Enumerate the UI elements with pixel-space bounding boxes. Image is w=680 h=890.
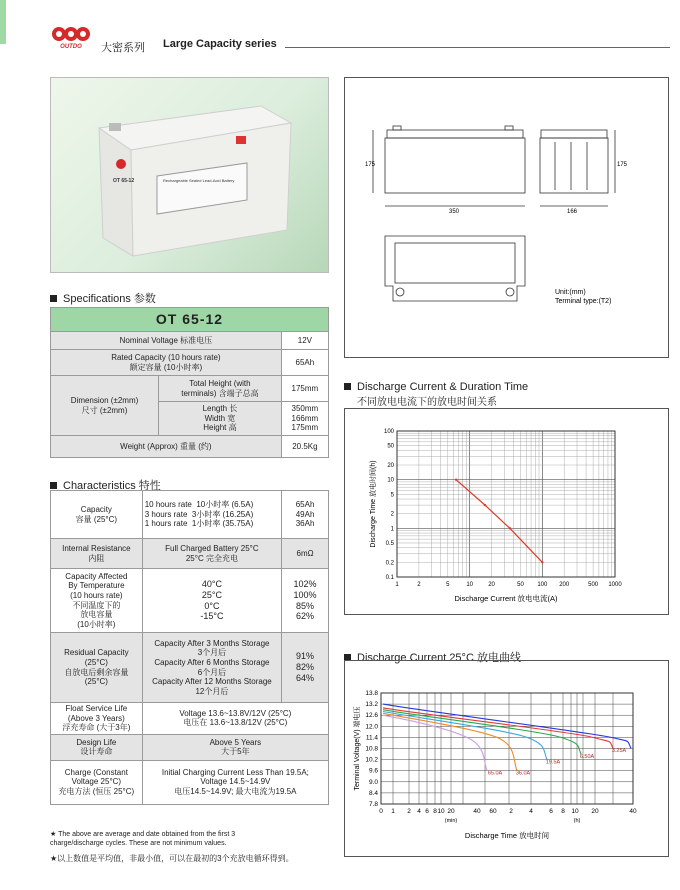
y-tick-label: 11.4 bbox=[365, 734, 378, 742]
y-tick-label: 0.1 bbox=[385, 575, 394, 581]
dimension-label: Dimension (±2mm) 尺寸 (±2mm) bbox=[51, 376, 159, 436]
characteristics-heading: Characteristics 特性 bbox=[50, 477, 161, 493]
x-tick-label: 1000 bbox=[608, 582, 622, 588]
y-tick-label: 5 bbox=[390, 492, 394, 499]
x-tick-h: 8 bbox=[561, 808, 565, 815]
internal-resistance-condition: Full Charged Battery 25°C 25°C 完全充电 bbox=[142, 539, 281, 569]
x-tick-h: 40 bbox=[629, 808, 637, 815]
lwh-values: 350mm 166mm 175mm bbox=[281, 402, 328, 436]
residual-conditions: Capacity After 3 Months Storage 3个月后 Capacity After 6 Months Storage 6个月后 Capacity After 12 Months Storage 12个月后 bbox=[142, 633, 281, 703]
x-axis-label: Discharge Current 放电电流(A) bbox=[454, 594, 558, 603]
nominal-voltage-value: 12V bbox=[281, 332, 328, 350]
characteristics-table bbox=[50, 490, 329, 805]
x-tick-min: 40 bbox=[473, 808, 481, 815]
outdo-logo bbox=[50, 25, 92, 49]
y-tick-label: 10.2 bbox=[365, 756, 378, 764]
y-tick-label: 9.6 bbox=[368, 767, 378, 775]
float-life-value: Voltage 13.6~13.8V/12V (25°C) 电压在 13.6~13.8/12V (25°C) bbox=[142, 703, 328, 735]
footnote-en: ★ The above are average and date obtained from the first 3 charge/discharge cycles. These are not minimum values. bbox=[50, 831, 236, 848]
side-accent-bar bbox=[0, 0, 6, 44]
specifications-table bbox=[50, 307, 329, 458]
x-tick-label: 50 bbox=[517, 582, 524, 588]
series-title-en: Large Capacity series bbox=[163, 38, 277, 50]
x-tick-label: 20 bbox=[488, 582, 495, 588]
y-axis-label: Discharge Time 放电时间(h) bbox=[370, 460, 377, 548]
model-name: OT 65-12 bbox=[51, 308, 329, 332]
x-tick-label: 2 bbox=[417, 582, 421, 588]
svg-text:175: 175 bbox=[617, 162, 628, 168]
chart1-heading: Discharge Current & Duration Time bbox=[344, 381, 528, 393]
weight-label: Weight (Approx) 重量 (约) bbox=[51, 436, 282, 458]
plot-frame bbox=[397, 431, 615, 577]
battery-photo bbox=[50, 77, 329, 273]
x-tick-h: 6 bbox=[549, 808, 553, 815]
x-tick-h: 2 bbox=[509, 808, 513, 815]
x-tick-label: 10 bbox=[466, 582, 474, 588]
internal-resistance-value: 6mΩ bbox=[282, 539, 329, 569]
dimension-drawing bbox=[344, 77, 669, 358]
discharge-curve-chart bbox=[344, 660, 669, 857]
discharge-time-line bbox=[456, 480, 542, 563]
curve-label: 36.0A bbox=[515, 770, 531, 777]
y-tick-label: 2 bbox=[390, 511, 394, 518]
nominal-voltage-label: Nominal Voltage 标准电压 bbox=[51, 332, 282, 350]
x-tick-label: 200 bbox=[559, 582, 570, 588]
x-tick-h: 10 bbox=[571, 808, 579, 815]
discharge-duration-chart bbox=[344, 408, 669, 615]
x-tick-min: 4 bbox=[417, 808, 421, 815]
svg-text:Unit:(mm): Unit:(mm) bbox=[555, 289, 586, 296]
svg-text:Rechargeable Sealed Lead-Acid: Rechargeable Sealed Lead-Acid Battery bbox=[163, 178, 235, 183]
chart1-heading-cn: 不同放电电流下的放电时间关系 bbox=[357, 397, 497, 408]
y-tick-label: 12.6 bbox=[365, 712, 378, 720]
x-tick-min: 0 bbox=[379, 808, 383, 815]
x-tick-min: 8 bbox=[433, 808, 437, 815]
svg-text:166: 166 bbox=[567, 209, 578, 215]
y-tick-label: 7.8 bbox=[368, 801, 378, 808]
y-tick-label: 12.0 bbox=[365, 723, 378, 731]
discharge-curve bbox=[383, 708, 613, 749]
x-segment-min: (min) bbox=[444, 818, 458, 824]
lwh-labels: Length 长 Width 宽 Height 高 bbox=[159, 402, 282, 436]
svg-text:175: 175 bbox=[365, 162, 376, 168]
x-tick-min: 60 bbox=[489, 808, 497, 815]
rated-capacity-label: Rated Capacity (10 hours rate) 额定容量 (10小时率) bbox=[51, 350, 282, 376]
total-height-value: 175mm bbox=[281, 376, 328, 402]
series-title-cn: 大密系列 bbox=[101, 41, 145, 54]
svg-text:350: 350 bbox=[449, 209, 460, 215]
y-tick-label: 100 bbox=[383, 429, 394, 435]
y-axis-label: Terminal Voltage(V) 端电压 bbox=[354, 706, 361, 791]
x-tick-min: 10 bbox=[437, 808, 445, 815]
residual-values: 91% 82% 64% bbox=[282, 633, 329, 703]
x-tick-label: 5 bbox=[446, 582, 450, 588]
y-tick-label: 8.4 bbox=[368, 789, 378, 797]
y-tick-label: 1 bbox=[390, 526, 394, 533]
curve-label: 6.50A bbox=[579, 753, 595, 760]
chart2-heading: Discharge Current 25°C 放电曲线 bbox=[344, 649, 521, 665]
y-tick-label: 9.0 bbox=[368, 778, 378, 786]
footnote-cn: ★以上数值是平均值，非最小值，可以在最初的3个充放电循环得到。 bbox=[50, 854, 294, 863]
data-point bbox=[509, 527, 511, 529]
internal-resistance-label: Internal Resistance 内阻 bbox=[51, 539, 143, 569]
x-tick-h: 20 bbox=[591, 808, 599, 815]
float-life-label: Float Service Life (Above 3 Years) 浮充寿命 (大于3年) bbox=[51, 703, 143, 735]
charge-value: Initial Charging Current Less Than 19.5A; Voltage 14.5~14.9V 电压14.5~14.9V; 最大电流为19.5A bbox=[142, 760, 328, 804]
y-tick-label: 10 bbox=[387, 477, 394, 484]
rated-capacity-value: 65Ah bbox=[281, 350, 328, 376]
x-segment-h: (h) bbox=[573, 818, 581, 824]
temperature-capacity-label: Capacity Affected By Temperature (10 hours rate) 不同温度下的 放电容量 (10小时率) bbox=[51, 569, 143, 633]
y-tick-label: 50 bbox=[387, 443, 394, 450]
y-tick-label: 20 bbox=[387, 463, 394, 470]
header-rule bbox=[285, 47, 670, 48]
curve-label: 3.25A bbox=[611, 748, 627, 755]
y-tick-label: 13.8 bbox=[365, 690, 378, 697]
svg-text:OUTDO: OUTDO bbox=[60, 44, 82, 49]
capacity-values: 65Ah 49Ah 36Ah bbox=[282, 491, 329, 539]
x-axis-label: Discharge Time 放电时间 bbox=[464, 831, 550, 840]
x-tick-min: 20 bbox=[447, 808, 455, 815]
charge-label: Charge (Constant Voltage 25°C) 充电方法 (恒压 25°C) bbox=[51, 760, 143, 804]
y-tick-label: 0.2 bbox=[385, 560, 394, 567]
x-tick-label: 500 bbox=[588, 582, 599, 588]
data-point bbox=[455, 478, 457, 480]
specifications-heading: Specifications 参数 bbox=[50, 290, 156, 306]
capacity-rates: 10 hours rate 10小时率 (6.5A) 3 hours rate 3小时率 (16.25A) 1 hours rate 1小时率 (35.75A) bbox=[142, 491, 281, 539]
x-tick-min: 2 bbox=[407, 808, 411, 815]
x-tick-label: 1 bbox=[395, 582, 399, 588]
weight-value: 20.5Kg bbox=[281, 436, 328, 458]
data-point bbox=[484, 504, 486, 506]
svg-text:OT 65-12: OT 65-12 bbox=[113, 178, 135, 184]
x-tick-h: 4 bbox=[529, 808, 533, 815]
y-tick-label: 10.8 bbox=[365, 745, 378, 753]
total-height-label: Total Height (with terminals) 含端子总高 bbox=[159, 376, 282, 402]
curve-label: 65.0A bbox=[487, 770, 503, 777]
temperature-values: 102% 100% 85% 62% bbox=[282, 569, 329, 633]
curve-label: 19.5A bbox=[545, 759, 561, 766]
x-tick-min: 6 bbox=[425, 808, 429, 815]
residual-capacity-label: Residual Capacity (25°C) 自放电后剩余容量 (25°C) bbox=[51, 633, 143, 703]
temperatures: 40°C 25°C 0°C -15°C bbox=[142, 569, 281, 633]
x-tick-label: 100 bbox=[537, 582, 548, 588]
design-life-label: Design Life 设计寿命 bbox=[51, 734, 143, 760]
design-life-value: Above 5 Years 大于5年 bbox=[142, 734, 328, 760]
svg-text:Terminal type:(T2): Terminal type:(T2) bbox=[555, 298, 612, 305]
x-tick-min: 1 bbox=[391, 808, 395, 815]
data-point bbox=[541, 561, 543, 563]
capacity-label: Capacity 容量 (25°C) bbox=[51, 491, 143, 539]
y-tick-label: 0.5 bbox=[385, 540, 394, 547]
y-tick-label: 13.2 bbox=[365, 701, 378, 709]
